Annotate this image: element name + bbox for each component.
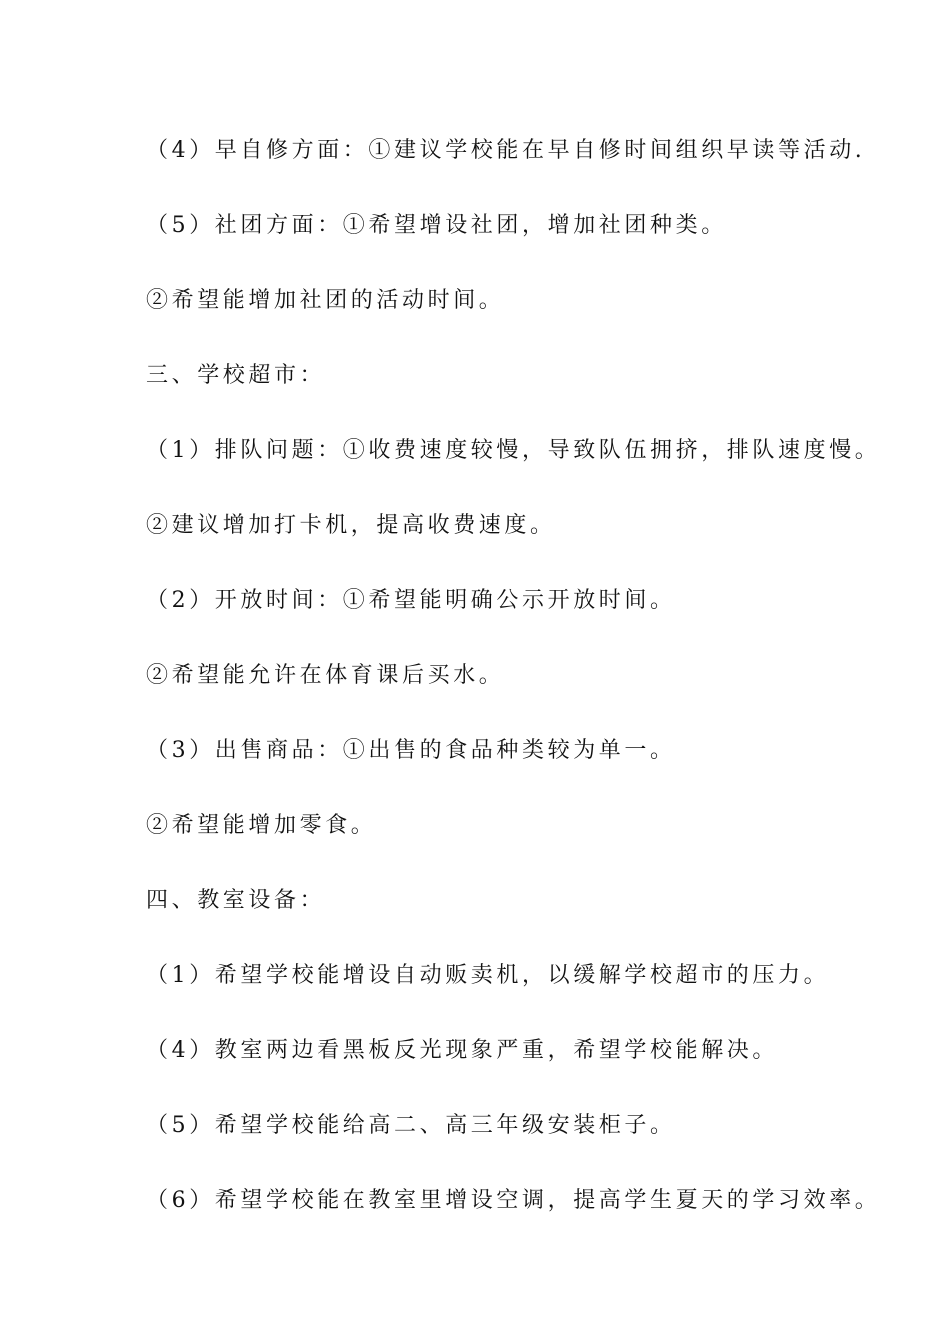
text-line: （4）早自修方面：①建议学校能在早自修时间组织早读等活动. [146,138,866,163]
text-line: ②希望能允许在体育课后买水。 [146,663,505,688]
text-line: （4）教室两边看黑板反光现象严重，希望学校能解决。 [146,1038,778,1063]
text-line: ②建议增加打卡机，提高收费速度。 [146,513,556,538]
text-line: ②希望能增加零食。 [146,813,377,838]
text-line: （6）希望学校能在教室里增设空调，提高学生夏天的学习效率。 [146,1188,881,1213]
text-line: （1）排队问题：①收费速度较慢，导致队伍拥挤，排队速度慢。 [146,438,881,463]
text-line: （5）希望学校能给高二、高三年级安装柜子。 [146,1113,676,1138]
section-heading: 三、学校超市： [146,363,326,388]
text-line: （2）开放时间：①希望能明确公示开放时间。 [146,588,676,613]
text-line: （3）出售商品：①出售的食品种类较为单一。 [146,738,676,763]
text-line: ②希望能增加社团的活动时间。 [146,288,505,313]
section-heading: 四、教室设备： [146,888,326,913]
text-line: （1）希望学校能增设自动贩卖机，以缓解学校超市的压力。 [146,963,830,988]
text-line: （5）社团方面：①希望增设社团，增加社团种类。 [146,213,727,238]
